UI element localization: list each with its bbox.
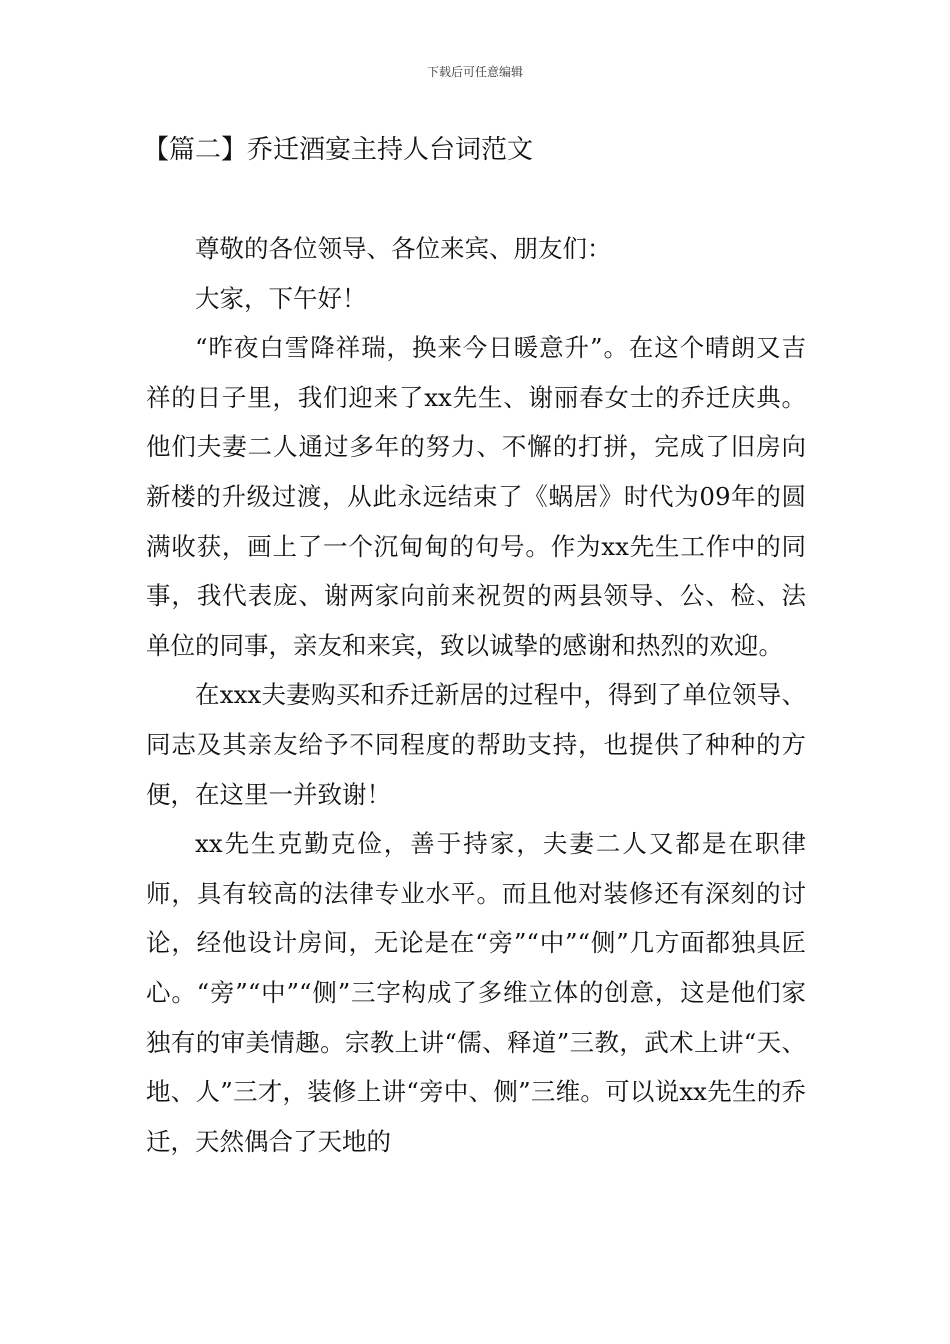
paragraph-salutation: 尊敬的各位领导、各位来宾、朋友们： (195, 234, 612, 263)
paragraph-thanks: 在xxx夫妻购买和乔迁新居的过程中，得到了单位领导、同志及其亲友给予不同程度的帮助支持，也提供了种种的方便，在这里一并致谢！ (146, 680, 806, 809)
paragraph-praise: xx先生克勤克俭，善于持家，夫妻二人又都是在职律师，具有较高的法律专业水平。而且他对装修还有深刻的讨论，经他设计房间，无论是在“旁”“中”“侧”几方面都独具匠心。“旁”“中”“侧”三字构成了多维立体的创意，这是他们家独有的审美情趣。宗教上讲“儒、释道”三教，武术上讲“天、地、人”三才，装修上讲“旁中、侧”三维。可以说xx先生的乔迁，天然偶合了天地的 (146, 829, 806, 1156)
paragraph-greeting: 大家，下午好！ (195, 283, 367, 313)
document-title: 【篇二】乔迁酒宴主持人台词范文 (143, 135, 534, 165)
document-body (146, 224, 806, 1166)
paragraph-opening: “昨夜白雪降祥瑞，换来今日暖意升”。在这个晴朗又吉祥的日子里，我们迎来了xx先生、谢丽春女士的乔迁庆典。他们夫妻二人通过多年的努力、不懈的打拼，完成了旧房向新楼的升级过渡，从此永远结束了《蜗居》时代为09年的圆满收获，画上了一个沉甸甸的句号。作为xx先生工作中的同事，我代表庞、谢两家向前来祝贺的两县领导、公、检、法单位的同事，亲友和来宾，致以诚挚的感谢和热烈的欢迎。 (146, 333, 806, 660)
page-header: 下载后可任意编辑 (426, 65, 523, 79)
